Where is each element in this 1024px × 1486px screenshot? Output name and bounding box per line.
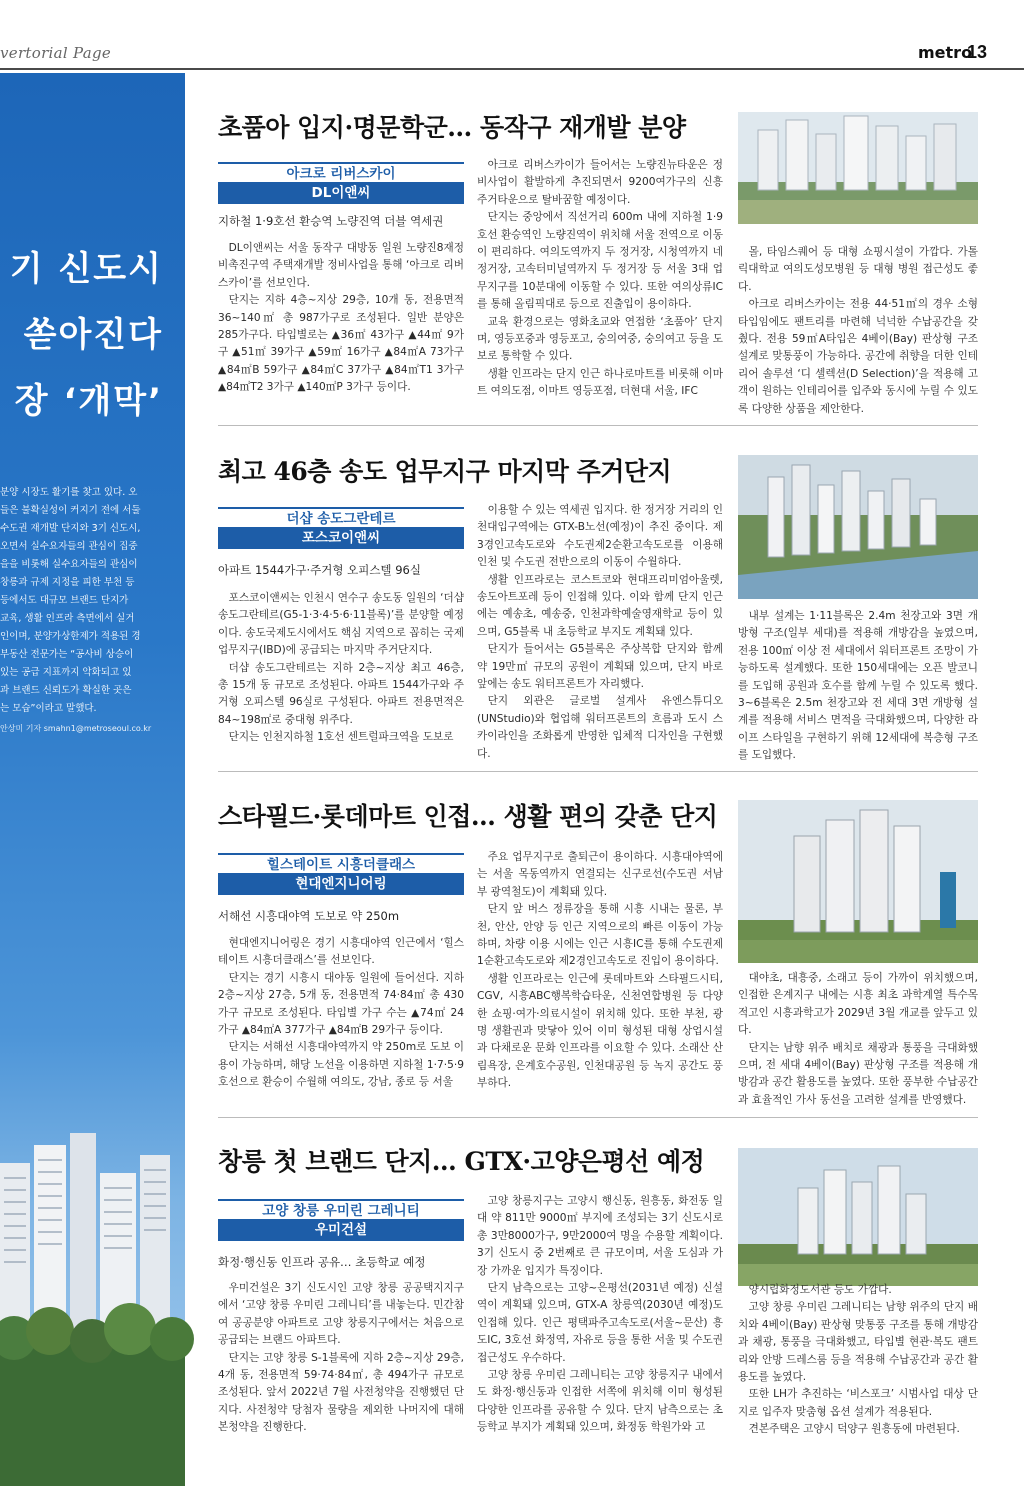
article-4-company-name: 우미건설 xyxy=(218,1219,464,1241)
article-3-project-name: 힐스테이트 시흥더클래스 xyxy=(218,853,464,873)
section-label: vertorial Page xyxy=(0,44,112,62)
paragraph: 현대엔지니어링은 경기 시흥대야역 인근에서 ‘힐스테이트 시흥더클래스’를 선보인다. xyxy=(218,937,464,967)
article-2-column-1 xyxy=(218,590,464,748)
header-rule xyxy=(0,68,1024,70)
lead-headline-line-3: 장 ‘개막’ xyxy=(14,381,163,421)
article-3-column-3 xyxy=(738,970,978,1106)
lead-body-line: 인이며, 분양가상한제가 적용된 경 xyxy=(0,631,141,642)
paragraph: 단지는 고양 창릉 S-1블록에 지하 2층~지상 29층, 4개 동, 전용면적 59·74·84㎡, 총 494가구 규모로 조성된다. 앞서 2022년 7월 사전청약을 진행했던 단지다. 사전청약 당첨자 물량을 제외한 나머지에 대해 본청약을 진행한다. xyxy=(218,1351,464,1434)
paragraph: 대야초, 대흥중, 소래고 등이 가까이 위치했으며, 인접한 은계지구 내에는 시흥 최초 과학계열 특수목적고인 시흥과학고가 2029년 3월 개교를 앞두고 있다. xyxy=(738,972,978,1037)
article-4-column-3 xyxy=(738,1282,978,1440)
article-divider xyxy=(218,771,978,772)
paragraph: 단지는 인천지하철 1호선 센트럴파크역을 도보로 xyxy=(228,731,454,744)
article-2-project-name: 더샵 송도그란테르 xyxy=(218,507,464,527)
paragraph: 포스코이앤씨는 인천시 연수구 송도동 일원의 ‘더샵 송도그란테르(G5-1·3·4·5·6·11블록)’를 분양할 예정이다. 송도국제도시에서도 핵심 지역으로 꼽히는 국제업무지구(IBD)에 공급되는 마지막 주거단지다. xyxy=(218,592,464,657)
article-3-subhead: 서해선 시흥대야역 도보로 약 250m xyxy=(218,909,400,923)
article-2-column-2 xyxy=(477,502,723,760)
paragraph: 단지 외관은 글로벌 설계사 유엔스튜디오(UNStudio)와 협업해 워터프론트의 흐름과 도시 스카이라인을 조화롭게 반영한 입체적 디자인을 구현했다. xyxy=(477,695,723,760)
paragraph: 단지 앞 버스 정류장을 통해 시흥 시내는 물론, 부천, 안산, 안양 등 인근 지역으로의 빠른 이동이 가능하며, 차량 이용 시에는 인근 시흥IC를 통해 수도권제1순환고속도로와 제2경인고속도로 진입이 용이하다. xyxy=(477,903,723,968)
byline: 안상미 기자 smahn1@metroseoul.co.kr xyxy=(0,724,152,733)
article-2-column-3 xyxy=(738,608,978,762)
lead-body-line: 수도권 재개발 단지와 3기 신도시, xyxy=(0,523,141,534)
article-3-company-name: 현대엔지니어링 xyxy=(218,873,464,895)
article-1-company-box xyxy=(218,162,464,204)
lead-headline-line-2: 쏟아진다 xyxy=(23,315,163,355)
apartment-skyline-illustration xyxy=(0,1133,185,1486)
paragraph: 고양 창릉지구는 고양시 행신동, 원흥동, 화전동 일대 약 811만 9000㎡ 부지에 조성되는 3기 신도시로 총 3만8000가구, 9만2000여 명을 수용할 계획이다. 3기 신도시 중 2번째로 큰 규모이며, 서울 도심과 가장 가까운 입지가 특징이다. xyxy=(477,1195,723,1277)
paragraph: 교육 환경으로는 영화초교와 연접한 ‘초품아’ 단지며, 영등포중과 영등포고, 숭의여중, 숭의여고 등을 도보로 통학할 수 있다. xyxy=(477,315,723,363)
article-divider xyxy=(218,425,978,426)
article-3-photo xyxy=(738,800,978,963)
article-3-company-box xyxy=(218,853,464,895)
paragraph: 생활 인프라로는 인근에 롯데마트와 스타필드시티, CGV, 시흥ABC행복학습타운, 신천연합병원 등 다양한 쇼핑·여가·의료시설이 위치해 있다. 또한 부천, 광명 생활권과 맞닿아 있어 이미 형성된 대형 상업시설과 다채로운 문화 인프라를 이요할 수 있다. 소래산 산림욕장, 은계호수공원, 인천대공원 등 녹지 공간도 풍부하다. xyxy=(477,972,723,1090)
lead-body-line: 분양 시장도 활기를 찾고 있다. 오 xyxy=(0,487,138,498)
article-4-subhead: 화정·행신동 인프라 공유… 초등학교 예정 xyxy=(218,1255,426,1269)
article-1-column-3 xyxy=(738,244,978,415)
lead-body-line: 오면서 실수요자들의 관심이 집중 xyxy=(0,541,138,552)
paragraph: 더샵 송도그란테르는 지하 2층~지상 최고 46층, 총 15개 동 규모로 조성된다. 아파트 1544가구와 주거형 오피스텔 96실로 구성된다. 아파트 전용면적은 84~198㎡로 중대형 위주다. xyxy=(218,661,464,726)
paragraph: 단지는 중앙에서 직선거리 600m 내에 지하철 1·9호선 환승역인 노량진역이 위치해 서울 전역으로 이동이 편리하다. 여의도역까지 두 정거장, 시청역까지 네 정거장, 고속터미널역까지 두 정거장 등 서울 3대 업무지구를 10분대에 이동할 수 있다. 또한 여의상류IC를 통해 올림픽대로 등으로 진출입이 용이하다. xyxy=(477,211,723,311)
lead-body-line: 부동산 전문가는 “공사비 상승이 xyxy=(0,649,134,660)
article-3-column-1 xyxy=(218,935,464,1095)
article-2-subhead: 아파트 1544가구·주거형 오피스텔 96실 xyxy=(218,563,421,577)
article-2-company-name: 포스코이앤씨 xyxy=(218,527,464,549)
paragraph: 생활 인프라는 단지 인근 하나로마트를 비롯해 이마트 여의도점, 이마트 영등포점, 더현대 서울, IFC xyxy=(477,367,723,398)
article-1-column-1 xyxy=(218,240,464,400)
metro-logo: metro xyxy=(918,43,973,62)
paragraph: 아크로 리버스카이가 들어서는 노량진뉴타운은 정비사업이 활발하게 추진되면서 9200여가구의 신흥 주거타운으로 탈바꿈할 예정이다. xyxy=(477,159,723,206)
paragraph: 고양 창릉 우미린 그레니티는 고양 창릉지구 내에서도 화정·행신동과 인접한 서쪽에 위치해 이미 형성된 다양한 인프라를 공유할 수 있다. 단지 남측으로는 초등학교 부지가 계획돼 있으며, 화정동 학원가와 고 xyxy=(477,1369,723,1434)
article-4-photo xyxy=(738,1148,978,1286)
article-1-column-2 xyxy=(477,157,723,400)
article-2-company-box xyxy=(218,507,464,549)
article-4-headline: 창릉 첫 브랜드 단지… GTX·고양은평선 예정 xyxy=(218,1147,705,1176)
paragraph: 양시립화정도서관 등도 가깝다. xyxy=(748,1284,892,1296)
article-4-project-name: 고양 창릉 우미린 그레니티 xyxy=(218,1199,464,1219)
paragraph: 단지 남측으로는 고양~은평선(2031년 예정) 신설역이 계획돼 있으며, GTX-A 창릉역(2030년 예정)도 인접해 있다. 인근 평택파주고속도로(서울~문산) 흥도IC, 3호선 화정역, 자유로 등을 통한 서울 및 수도권 접근성도 우수하다. xyxy=(477,1282,723,1364)
article-1-company-name: DL이앤씨 xyxy=(218,182,464,204)
article-1-photo xyxy=(738,112,978,224)
lead-body-line: 등에서도 대규모 브랜드 단지가 xyxy=(0,595,129,606)
paragraph: 이용할 수 있는 역세권 입지다. 한 정거장 거리의 인천대입구역에는 GTX-B노선(예정)이 추진 중이다. 제3경인고속도로와 수도권제2순환고속도로를 이용해 인천 및 수도권 전반으로의 이동이 수월하다. xyxy=(477,504,723,569)
paragraph: 단지는 경기 시흥시 대야동 일원에 들어선다. 지하 2층~지상 27층, 5개 동, 전용면적 74·84㎡ 총 430가구 규모로 조성된다. 타입별 가구 수는 ▲74㎡ 24가구 ▲84㎡A 377가구 ▲84㎡B 29가구 등이다. xyxy=(218,971,464,1037)
lead-body-line: 창릉과 규제 지정을 피한 부천 등 xyxy=(0,577,135,588)
paragraph: 몰, 타임스퀘어 등 대형 쇼핑시설이 가깝다. 가톨릭대학교 여의도성모병원 등 대형 병원 접근성도 좋다. xyxy=(738,246,978,293)
paragraph: DL이앤씨는 서울 동작구 대방동 일원 노량진8재정비촉진구역 주택재개발 정비사업을 통해 ‘아크로 리버스카이’를 선보인다. xyxy=(218,242,464,289)
lead-story-panel xyxy=(0,73,185,1486)
lead-body-line: 을을 비롯해 실수요자들의 관심이 xyxy=(0,559,138,570)
paragraph: 주요 업무지구로 출퇴근이 용이하다. 시흥대야역에는 서울 목동역까지 연결되는 신구로선(수도권 서남부 광역철도)이 계획돼 있다. xyxy=(477,851,723,898)
article-2-photo xyxy=(738,455,978,599)
lead-body-line: 들은 불확실성이 커지기 전에 서둘 xyxy=(0,505,141,516)
lead-body-line: 는 모습”이라고 말했다. xyxy=(0,703,97,714)
paragraph: 단지는 지하 4층~지상 29층, 10개 동, 전용면적 36~140㎡ 총 987가구로 조성된다. 일반 분양은 285가구다. 타입별로는 ▲36㎡ 43가구 ▲44㎡ 9가구 ▲51㎡ 39가구 ▲59㎡ 16가구 ▲84㎡A 73가구 ▲84㎡B 59가구 ▲84㎡C 37가구 ▲84㎡T1 3가구 ▲84㎡T2 3가구 ▲140㎡P 3가구 등이다. xyxy=(218,294,464,394)
article-2-headline: 최고 46층 송도 업무지구 마지막 주거단지 xyxy=(218,457,672,486)
paragraph: 단지가 들어서는 G5블록은 주상복합 단지와 함께 약 19만㎡ 규모의 공원이 계획돼 있으며, 단지 바로 앞에는 송도 워터프론트가 자리했다. xyxy=(477,643,723,691)
page-number: 13 xyxy=(967,42,988,62)
paragraph: 단지는 남향 위주 배치로 채광과 통풍을 극대화했으며, 전 세대 4베이(Bay) 판상형 구조를 적용해 개방감과 공간 활용도를 높였다. 또한 풍부한 수납공간과 효율적인 가사 동선을 고려한 설계를 반영했다. xyxy=(738,1041,978,1106)
lead-body-line: 과 브랜드 신뢰도가 확실한 곳은 xyxy=(0,685,132,696)
article-1-subhead: 지하철 1·9호선 환승역 노량진역 더블 역세권 xyxy=(218,214,444,228)
article-4-column-1 xyxy=(218,1280,464,1440)
article-4-column-2 xyxy=(477,1193,723,1440)
paragraph: 생활 인프라로는 코스트코와 현대프리미엄아울렛, 송도아트포레 등이 인접해 있다. 이와 함께 단지 인근에는 예송초, 예송중, 인천과학예술영재학교 등이 있으며, G5블록 내 초등학교 부지도 계획돼 있다. xyxy=(477,573,723,638)
paragraph: 우미건설은 3기 신도시인 고양 창릉 공공택지지구에서 ‘고양 창릉 우미린 그레니티’를 내놓는다. 민간참여 공공분양 아파트로 고양 창릉지구에서는 처음으로 공급되는 브랜드 아파트다. xyxy=(218,1282,464,1347)
article-4-company-box xyxy=(218,1199,464,1241)
lead-body-line: 있는 공급 지표까지 악화되고 있 xyxy=(0,667,132,678)
paragraph: 견본주택은 고양시 덕양구 원흥동에 마련된다. xyxy=(748,1423,960,1436)
article-1-headline: 초품아 입지·명문학군… 동작구 재개발 분양 xyxy=(218,113,686,142)
lead-headline-line-1: 기 신도시 xyxy=(9,249,163,289)
lead-body-line: 교육, 생활 인프라 측면에서 실거 xyxy=(0,613,135,624)
paragraph: 고양 창릉 우미린 그레니티는 남향 위주의 단지 배치와 4베이(Bay) 판상형 맞통풍 구조를 통해 개방감과 채광, 통풍을 극대화했고, 타입별 현관·복도 팬트리와 안방 드레스룸 등을 적용해 수납공간과 공간 활용도를 높였다. xyxy=(738,1301,978,1384)
paragraph: 아크로 리버스카이는 전용 44·51㎡의 경우 소형 타입임에도 팬트리를 마련해 넉넉한 수납공간을 갖췄다. 전용 59㎡A타입은 4베이(Bay) 판상형 구조 설계로 맞통풍이 가능하다. 공간에 취향을 더한 인테리어 솔루션 ‘디 셀렉션(D Selection)’을 적용해 고객이 원하는 인테리어를 입주와 동시에 누릴 수 있도록 다양한 상품을 제안한다. xyxy=(738,298,978,415)
paragraph: 내부 설계는 1·11블록은 2.4m 천장고와 3면 개방형 구조(일부 세대)를 적용해 개방감을 높였으며, 전용 100㎡ 이상 전 세대에서 워터프론트 조망이 가능하도록 설계했다. 또한 150세대에는 오픈 발코니를 도입해 공원과 호수를 함께 누릴 수 있도록 했다. 3~6블록은 2.5m 천장고와 전 세대 3면 개방형 설계를 적용해 서비스 면적을 극대화했으며, 다양한 라이프 스타일을 구현하기 위해 12세대에 복층형 구조를 도입했다. xyxy=(738,610,978,762)
article-divider xyxy=(218,1117,978,1118)
article-3-column-2 xyxy=(477,849,723,1095)
paragraph: 또한 LH가 추진하는 ‘비스포크’ 시범사업 대상 단지로 입주자 맞춤형 옵션 설계가 적용된다. xyxy=(738,1388,978,1418)
paragraph: 단지는 서해선 시흥대야역까지 약 250m로 도보 이용이 가능하며, 해당 노선을 이용하면 지하철 1·7·5·9호선으로 환승이 수월해 여의도, 강남, 종로 등 서울 xyxy=(218,1041,464,1089)
article-3-headline: 스타필드·롯데마트 인접… 생활 편의 갖춘 단지 xyxy=(218,802,718,831)
lead-body xyxy=(0,484,185,738)
article-1-project-name: 아크로 리버스카이 xyxy=(218,162,464,182)
